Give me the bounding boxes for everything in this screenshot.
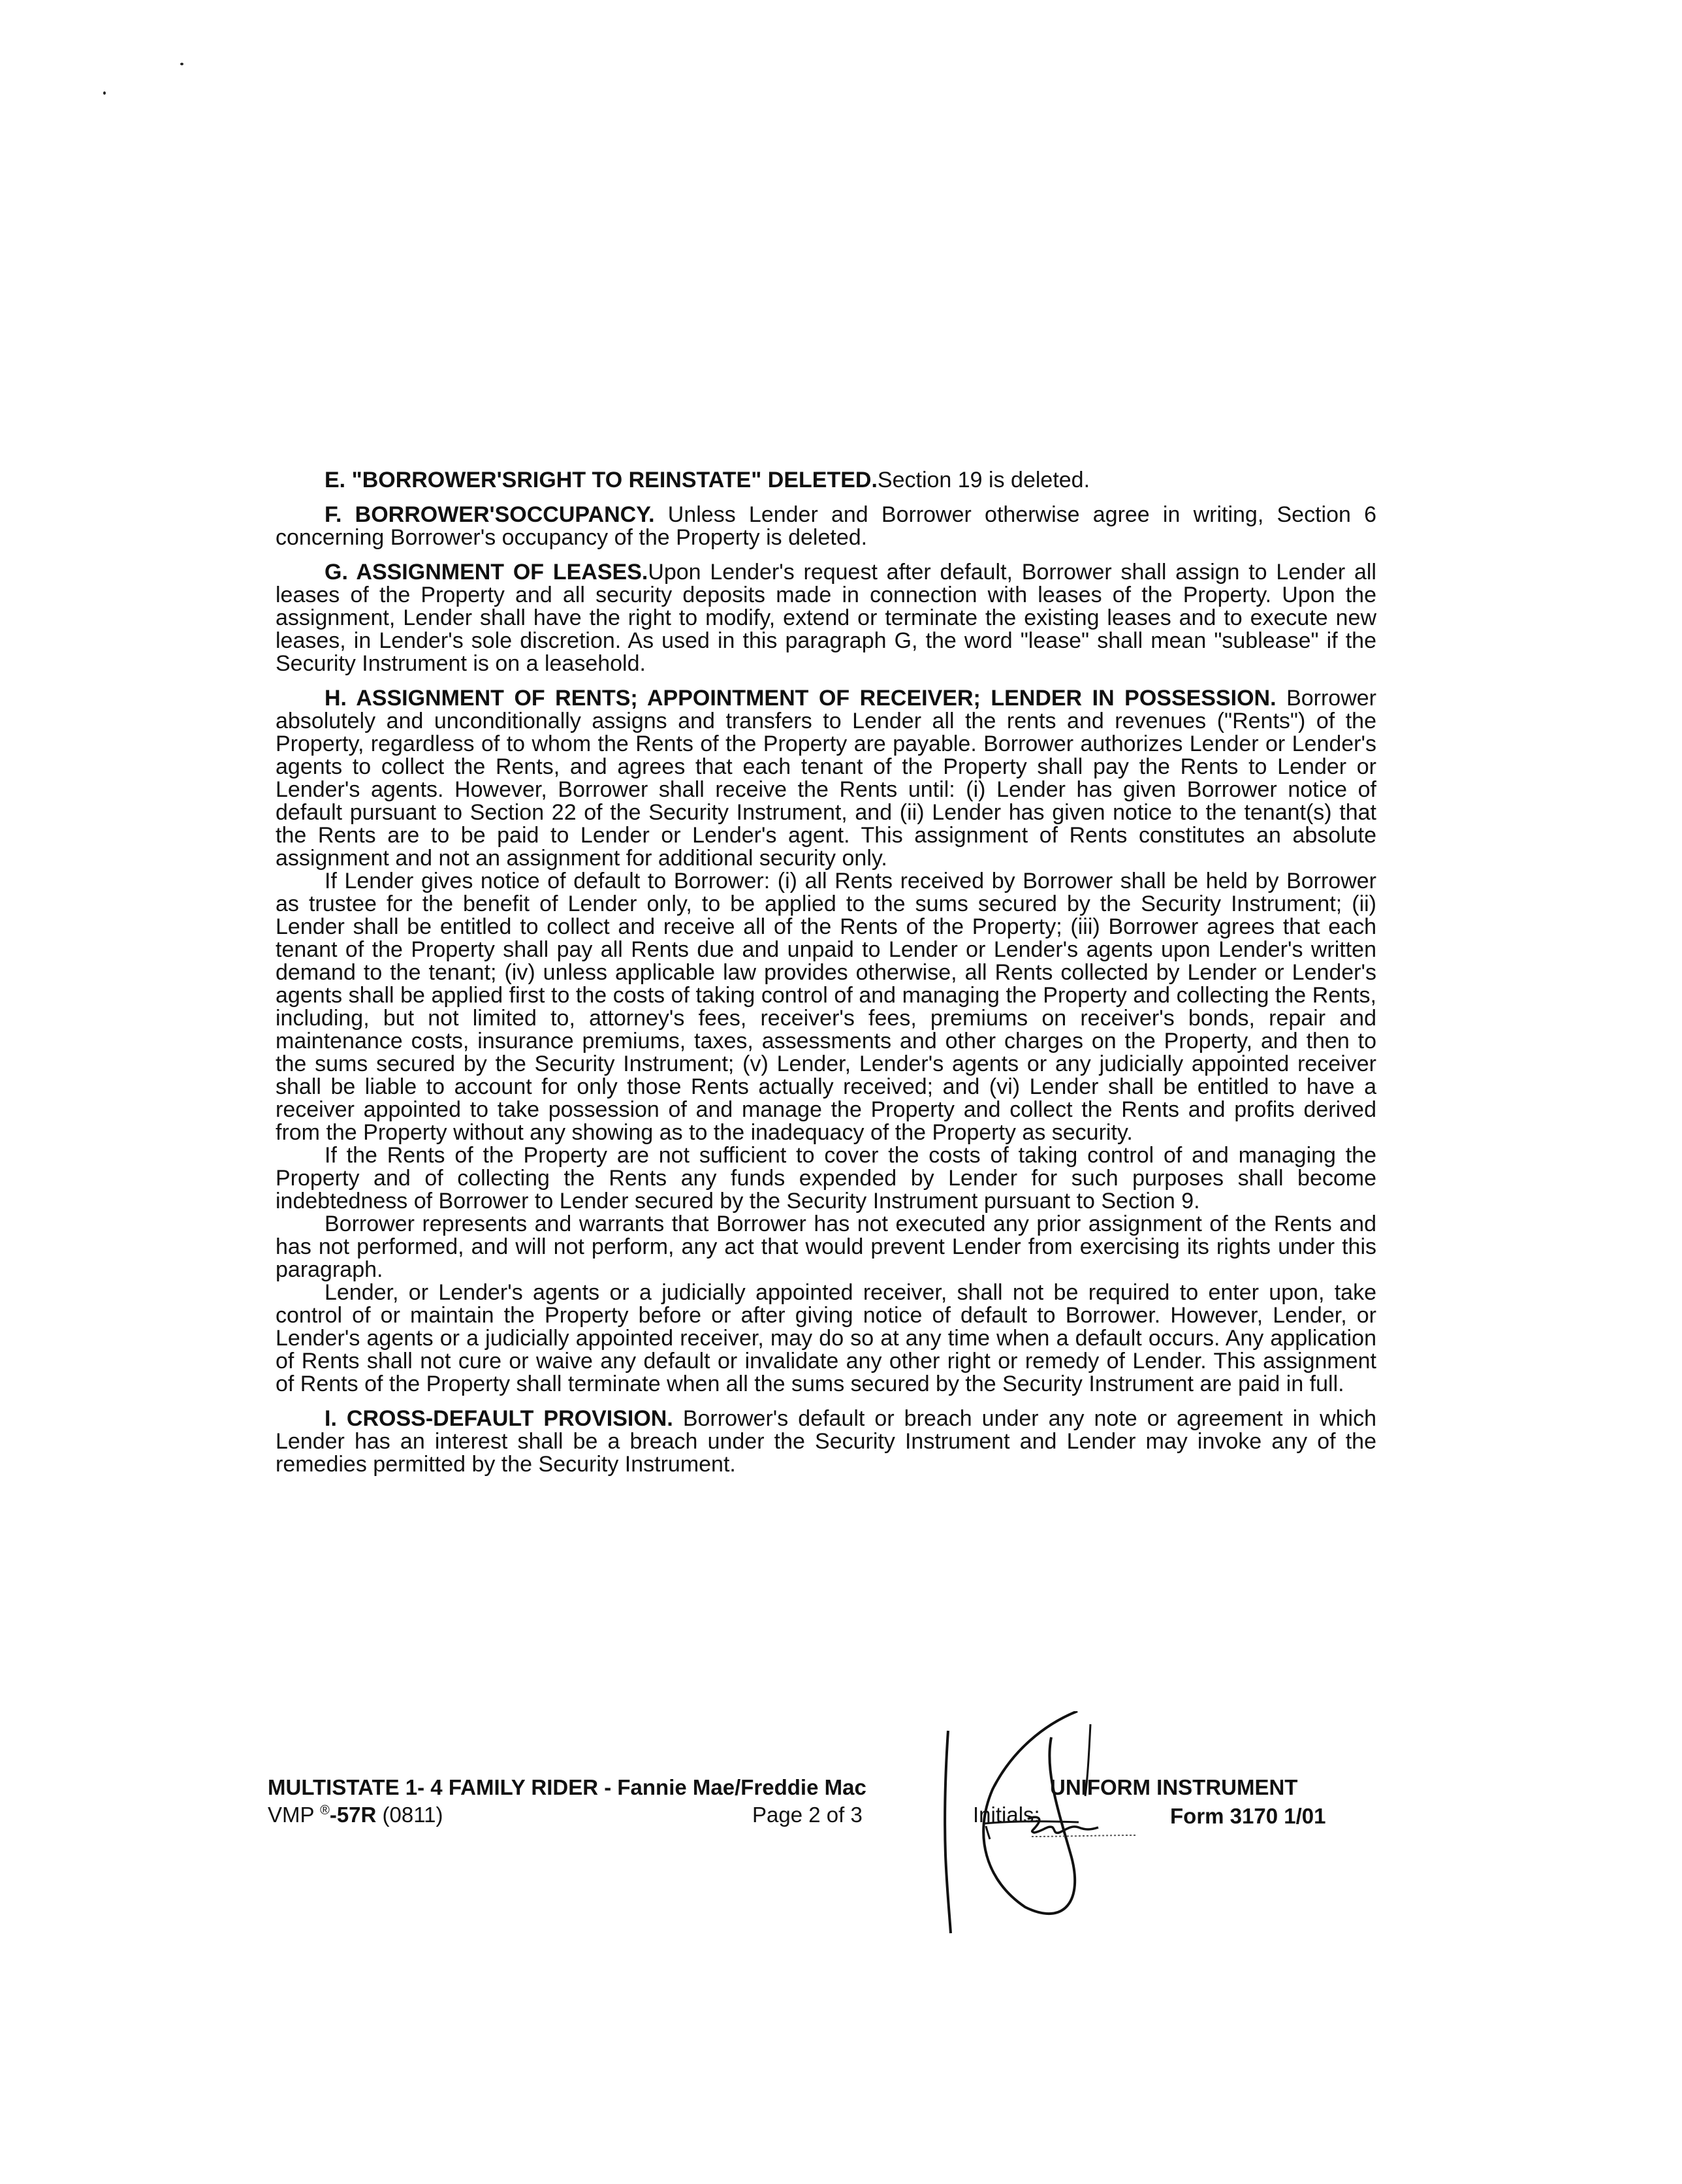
rider-body xyxy=(276,469,1376,1488)
section-f-text: Unless Lender and Borrower otherwise agree in writing, Section 6 concerning Borrower's occupancy of the Property is deleted. xyxy=(276,502,1377,550)
section-g-heading: G. ASSIGNMENT OF LEASES. xyxy=(325,560,648,585)
vmp-prefix: VMP xyxy=(268,1803,321,1827)
section-i-heading: I. CROSS-DEFAULT PROVISION. xyxy=(325,1406,673,1431)
registered-mark: ® xyxy=(320,1803,330,1818)
section-h-paragraph-4: Borrower represents and warrants that Borrower has not executed any prior assignment of the Rents and has not performed, and will not perform, any act that would prevent Lender from exercising its rights under this paragraph. xyxy=(276,1212,1376,1282)
vmp-date: (0811) xyxy=(376,1803,443,1827)
page-number: Page 2 of 3 xyxy=(752,1803,863,1827)
section-h-paragraph-3: If the Rents of the Property are not sufficient to cover the costs of taking control of and managing the Property and of collecting the Rents any funds expended by Lender for such purposes shall become indebtedness of Borrower to Lender secured by the Security Instrument pursuant to Section 9. xyxy=(276,1143,1376,1213)
section-e-text: Section 19 is deleted. xyxy=(877,468,1090,492)
section-i xyxy=(276,1407,1376,1476)
vmp-code: -57R xyxy=(329,1803,377,1827)
footer-title-left: MULTISTATE 1- 4 FAMILY RIDER - Fannie Mae/Freddie Mac xyxy=(268,1775,866,1799)
form-number: Form 3170 1/01 xyxy=(1170,1804,1326,1828)
footer-title-right: UNIFORM INSTRUMENT xyxy=(1050,1775,1298,1799)
section-h-paragraph-2: If Lender gives notice of default to Borrower: (i) all Rents received by Borrower shall be held by Borrower as trustee for the benefit of Lender only, to be applied to the sums secured by the Security Instrument; (ii) Lender shall be entitled to collect and receive all of the Rents of the Property; (iii) Borrower agrees that each tenant of the Property shall pay all Rents due and unpaid to Lender or Lender's agents upon Lender's written demand to the tenant; (iv) unless applicable law provides otherwise, all Rents collected by Lender or Lender's agents shall be applied first to the costs of taking control of and managing the Property and collecting the Rents, including, but not limited to, attorney's fees, receiver's fees, premiums on receiver's bonds, repair and maintenance costs, insurance premiums, taxes, assessments and other charges on the Property, and then to the sums secured by the Security Instrument; (v) Lender, Lender's agents or any judicially appointed receiver shall be liable to account for only those Rents actually received; and (vi) Lender shall be entitled to have a receiver appointed to take possession of and manage the Property and collect the Rents and profits derived from the Property without any showing as to the inadequacy of the Property as security. xyxy=(276,869,1376,1145)
section-g xyxy=(276,561,1376,675)
section-f-heading: F. BORROWER'SOCCUPANCY. xyxy=(325,502,655,527)
section-f xyxy=(276,504,1376,549)
scan-speck xyxy=(103,91,106,95)
section-e xyxy=(276,469,1376,492)
section-i-text: Borrower's default or breach under any note or agreement in which Lender has an interest shall be a breach under the Security Instrument and Lender may invoke any of the remedies permitted by the Security Instrument. xyxy=(276,1406,1376,1477)
footer-vmp-code xyxy=(268,1803,443,1827)
section-h xyxy=(276,687,1376,870)
section-e-heading: E. "BORROWER'SRIGHT TO REINSTATE" DELETED. xyxy=(325,468,878,492)
section-h-paragraph-5: Lender, or Lender's agents or a judicially appointed receiver, shall not be required to enter upon, take control of or maintain the Property before or after giving notice of default to Borrower. However, Lender, or Lender's agents or a judicially appointed receiver, may do so at any time when a default occurs. Any application of Rents shall not cure or waive any default or invalidate any other right or remedy of Lender. This assignment of Rents of the Property shall terminate when all the sums secured by the Security Instrument are paid in full. xyxy=(276,1280,1376,1396)
initials-label: Initials: xyxy=(973,1803,1040,1827)
handwritten-signature xyxy=(914,1711,1175,1946)
section-g-text: Upon Lender's request after default, Borrower shall assign to Lender all leases of the Property and all security deposits made in connection with leases of the Property. Upon the assignment, Lender shall have the right to modify, extend or terminate the existing leases and to execute new leases, in Lender's sole discretion. As used in this paragraph G, the word "lease" shall mean "sublease" if the Security Instrument is on a leasehold. xyxy=(276,560,1376,676)
scan-speck xyxy=(180,63,183,65)
section-h-heading: H. ASSIGNMENT OF RENTS; APPOINTMENT OF RECEIVER; LENDER IN POSSESSION. xyxy=(325,686,1277,711)
section-h-text: Borrower absolutely and unconditionally assigns and transfers to Lender all the rents and revenues ("Rents") of the Property, regardless of to whom the Rents of the Property are payable. Borrower authorizes Lender or Lender's agents to collect the Rents, and agrees that each tenant of the Property shall pay the Rents to Lender or Lender's agents. However, Borrower shall receive the Rents until: (i) Lender has given Borrower notice of default pursuant to Section 22 of the Security Instrument, and (ii) Lender has given notice to the tenant(s) that the Rents are to be paid to Lender or Lender's agent. This assignment of Rents constitutes an absolute assignment and not an assignment for additional security only. xyxy=(276,686,1377,871)
